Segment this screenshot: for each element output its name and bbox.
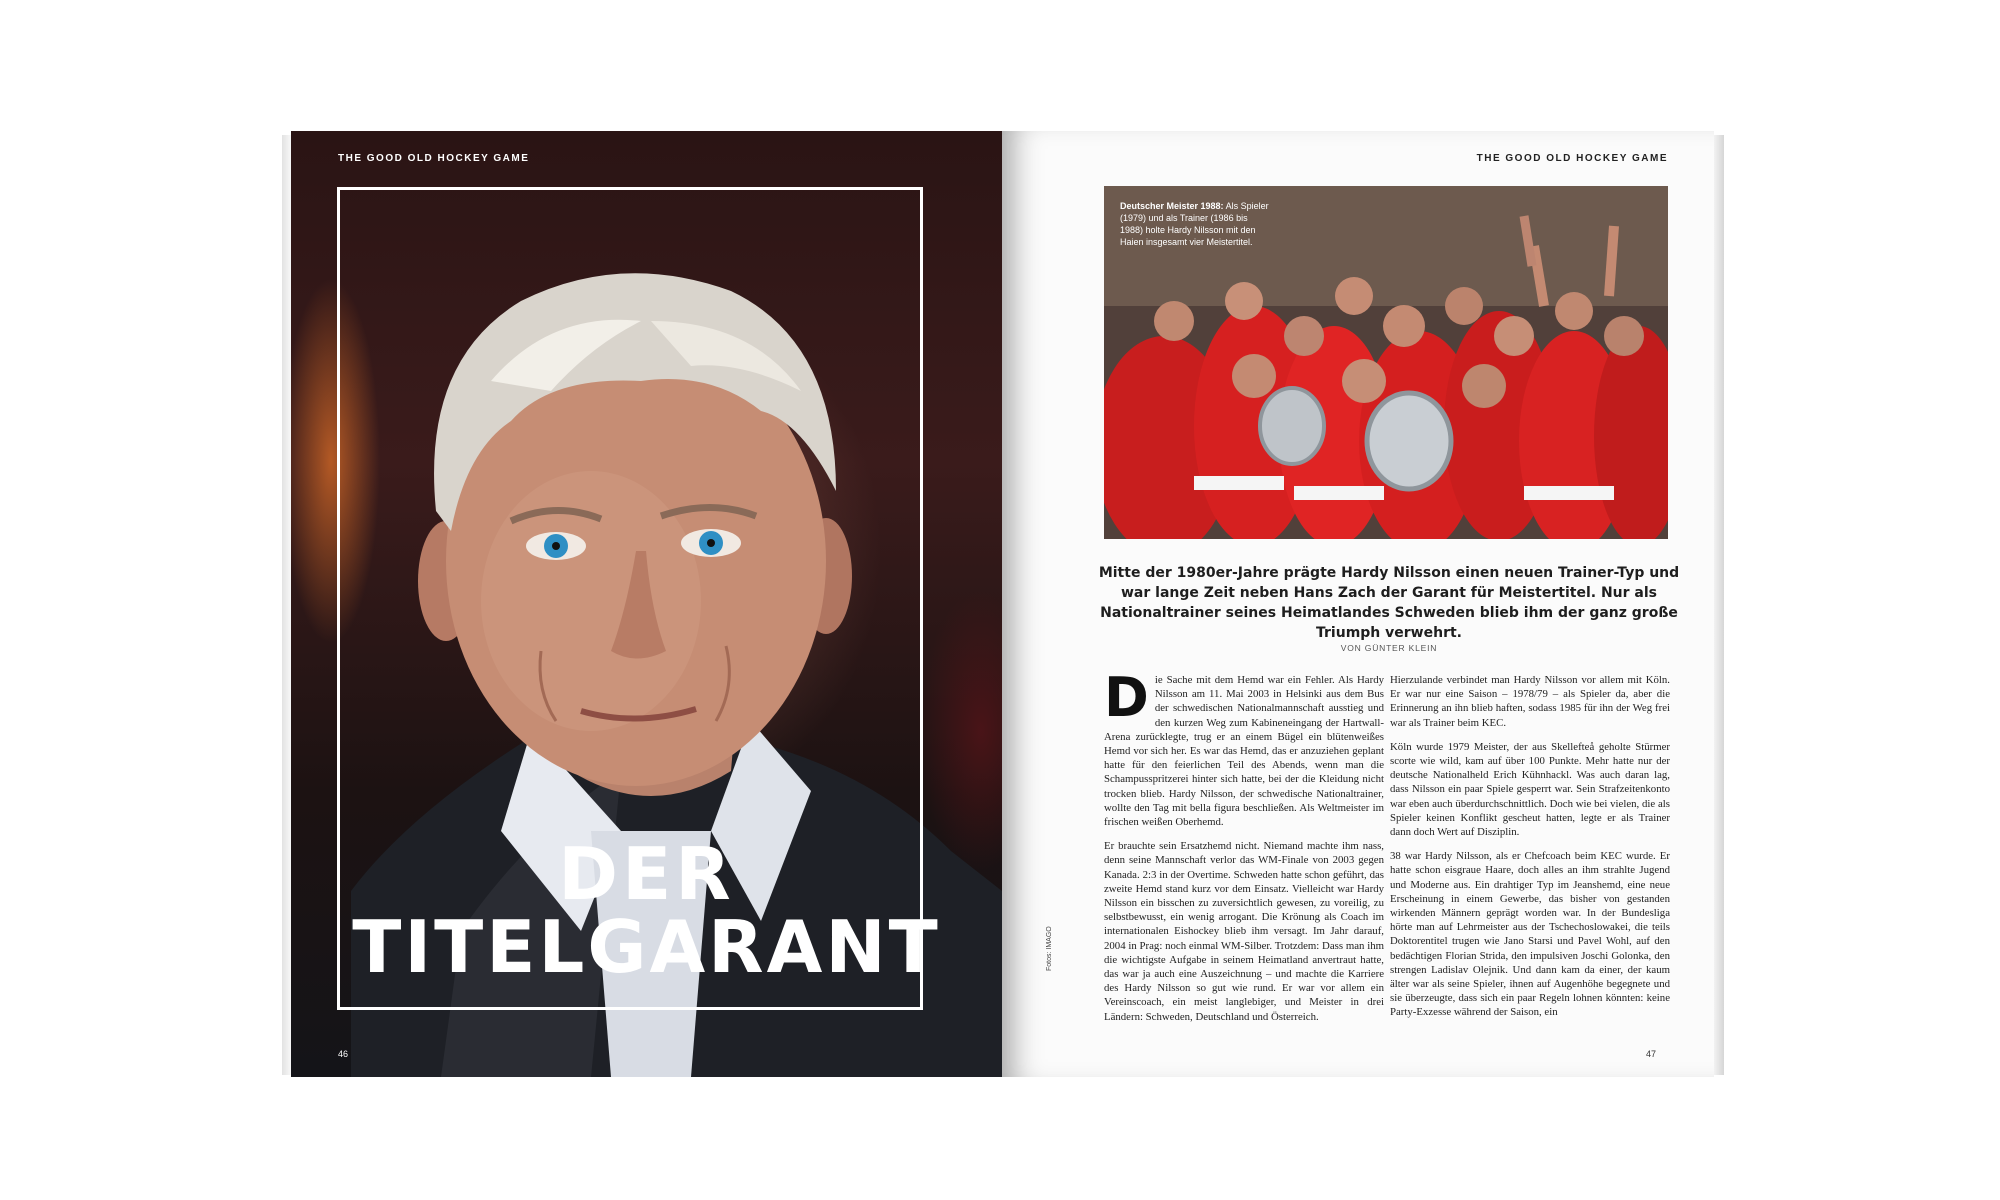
byline: VON GÜNTER KLEIN bbox=[1340, 643, 1438, 653]
section-kicker-right: THE GOOD OLD HOCKEY GAME bbox=[1476, 153, 1668, 164]
section-kicker: THE GOOD OLD HOCKEY GAME bbox=[338, 153, 530, 164]
magazine-spread bbox=[291, 131, 1714, 1077]
page-edge-right bbox=[1714, 135, 1724, 1075]
paragraph-1 bbox=[1104, 666, 1384, 829]
right-page bbox=[1002, 131, 1714, 1077]
drop-cap: D bbox=[1104, 666, 1149, 729]
paragraph-2: Er brauchte sein Ersatzhemd nicht. Niemand machte ihm nass, denn seine Mannschaft verlor das WM-Finale von 2003 gegen Kanada. 2:3 in der Overtime. Schweden hatte schon geführt, das zweite Hemd stand kurz vor dem Einsatz. Vielleicht war Hardy Nilsson ein bisschen zu zuversichtlich gewesen, zu voreilig, zu selbstbewusst, ein wenig arrogant. Die Krönung als Coach im internationalen Eishockey blieb ihm versagt. Im Jahr darauf, 2004 in Prag: noch einmal WM-Silber. Trotzdem: Dass man ihm die wichtigste Aufgabe in seinem Heimatland anvertraut hatte, das war ja auch eine Auszeichnung – und machte die Karriere des Hardy Nilsson so gut wie rund. Er war vor allem ein Vereinscoach, ein meist langlebiger, und Meister in drei Ländern: Schweden, Deutschland und Österreich. bbox=[1104, 840, 1384, 1023]
lede-paragraph: Mitte der 1980er-Jahre prägte Hardy Nilsson einen neuen Trainer-Typ und war lange Zeit neben Hans Zach der Garant für Meistertitel. Nur als Nationaltrainer seines Heimatlandes Schweden blieb ihm der ganz große Triumph verwehrt. bbox=[1098, 565, 1680, 641]
photo-credit: Fotos: IMAGO bbox=[1046, 926, 1053, 971]
body-column-2 bbox=[1390, 673, 1670, 1030]
caption-bold: Deutscher Meister 1988: bbox=[1120, 201, 1224, 211]
paragraph-5: 38 war Hardy Nilsson, als er Chefcoach beim KEC wurde. Er hatte schon eisgraue Haare, doch alles an ihm strahlte Jugend und Moderne aus. Ein drahtiger Typ im Jeanshemd, eine neue Erscheinung in einem Gewerbe, das bisher von gestanden wirkenden Männern geprägt worden war. In der Bundesliga hörte man auf Lehrmeister aus der Tschechoslowakei, die teils Doktorentitel trugen wie Jano Starsi und Pavel Wohl, auf den bedächtigen Florian Strida, den impulsiven Joschi Golonka, den strengen Ladislav Olejnik. Und dann kam da einer, der kaum älter war als seine Spieler, ihnen auf Augenhöhe begegnete und sie überzeugte, dass sich ein paar Regeln lohnen könnten: keine Party-Exzesse während der Saison, ein bbox=[1390, 850, 1670, 1019]
body-column-1 bbox=[1104, 666, 1384, 1034]
headline-line-1: DER bbox=[558, 832, 735, 916]
page-number-right: 47 bbox=[1645, 1049, 1656, 1059]
paragraph-3: Hierzulande verbindet man Hardy Nilsson vor allem mit Köln. Er war nur eine Saison – 1978/79 – als Spieler da, aber die Erinnerung an ihn blieb haften, sodass 1985 für ihn der Weg frei war als Trainer beim KEC. bbox=[1390, 674, 1670, 729]
photo-caption bbox=[1120, 200, 1270, 248]
headline-line-2: TITELGARANT bbox=[352, 905, 941, 989]
team-celebration-photo bbox=[1104, 186, 1668, 539]
paragraph-1-text: ie Sache mit dem Hemd war ein Fehler. Als Hardy Nilsson am 11. Mai 2003 in Helsinki aus dem Bus der schwedischen Nationalmannschaft ausstieg und den kurzen Weg zum Kabineneingang der Hartwall-Arena zurücklegte, trug er an einem Bügel ein blütenweißes Hemd vor sich her. Es war das Hemd, das er anzuziehen geplant hatte für den feierlichen Teil des Abends, wenn man die Schampusspritzerei hinter sich hatte, bei der die Kleidung nicht trocken blieb. Hardy Nilsson, der schwedische Nationaltrainer, wollte den Tag mit bella figura beschließen. Als Weltmeister im frischen weißen Oberhemd. bbox=[1104, 674, 1384, 829]
caption-text: Als Spieler (1979) und als Trainer (1986 bis 1988) holte Hardy Nilsson mit den Haien insgesamt vier Meistertitel. bbox=[1120, 201, 1269, 247]
page-number-left: 46 bbox=[338, 1049, 349, 1059]
paragraph-4: Köln wurde 1979 Meister, der aus Skellefteå geholte Stürmer scorte wie wild, kam auf über 100 Punkte. Mehr hatte nur der deutsche Nationalheld Erich Kühnhackl. Was auch daran lag, dass Nilsson ein paar Spiele gesperrt war. Sein Strafzeitenkonto war eben auch überdurchschnittlich. Doch wie bei vielen, die als Spieler keinen Konflikt gescheut hatten, legte er als Trainer dann doch Wert auf Disziplin. bbox=[1390, 740, 1670, 839]
left-page bbox=[291, 131, 1002, 1077]
